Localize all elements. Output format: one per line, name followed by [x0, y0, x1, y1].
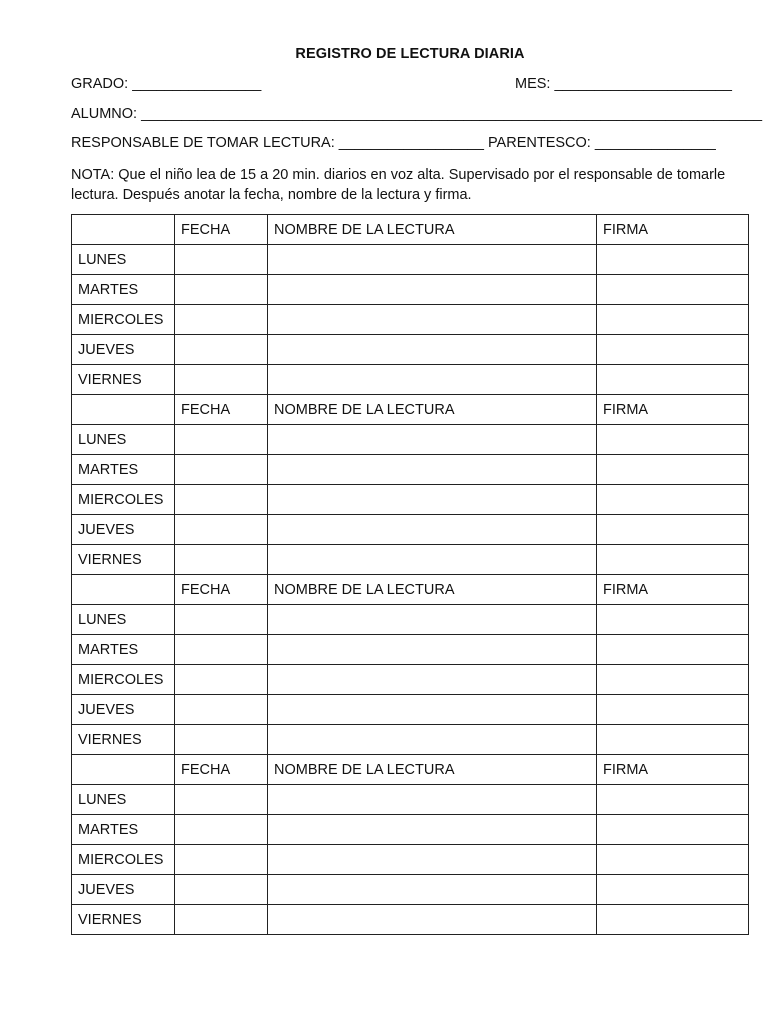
- fecha-cell[interactable]: [175, 545, 268, 575]
- firma-cell[interactable]: [597, 605, 749, 635]
- page-title: REGISTRO DE LECTURA DIARIA: [295, 46, 525, 62]
- nombre-cell[interactable]: [268, 905, 597, 935]
- table-header-row: [72, 395, 749, 425]
- fecha-cell[interactable]: [175, 875, 268, 905]
- table-row: [72, 545, 749, 575]
- fecha-cell[interactable]: [175, 305, 268, 335]
- nombre-cell[interactable]: [268, 785, 597, 815]
- table-row: [72, 875, 749, 905]
- table-row: [72, 245, 749, 275]
- header-nombre-cell: NOMBRE DE LA LECTURA: [268, 575, 597, 605]
- fecha-cell[interactable]: [175, 635, 268, 665]
- nombre-cell[interactable]: [268, 455, 597, 485]
- nombre-cell[interactable]: [268, 875, 597, 905]
- table-row: [72, 815, 749, 845]
- header-fecha-cell: FECHA: [175, 395, 268, 425]
- firma-cell[interactable]: [597, 245, 749, 275]
- firma-cell[interactable]: [597, 785, 749, 815]
- table-row: [72, 515, 749, 545]
- firma-cell[interactable]: [597, 545, 749, 575]
- table-row: [72, 905, 749, 935]
- header-firma-cell: FIRMA: [597, 215, 749, 245]
- nombre-cell[interactable]: [268, 245, 597, 275]
- fecha-cell[interactable]: [175, 905, 268, 935]
- nombre-cell[interactable]: [268, 485, 597, 515]
- firma-cell[interactable]: [597, 485, 749, 515]
- firma-cell[interactable]: [597, 905, 749, 935]
- day-cell: VIERNES: [72, 365, 175, 395]
- fecha-cell[interactable]: [175, 455, 268, 485]
- table-row: [72, 455, 749, 485]
- firma-cell[interactable]: [597, 875, 749, 905]
- nombre-cell[interactable]: [268, 665, 597, 695]
- table-row: [72, 695, 749, 725]
- firma-cell[interactable]: [597, 335, 749, 365]
- firma-cell[interactable]: [597, 725, 749, 755]
- day-cell: MIERCOLES: [72, 665, 175, 695]
- fecha-cell[interactable]: [175, 485, 268, 515]
- fecha-cell[interactable]: [175, 725, 268, 755]
- nombre-cell[interactable]: [268, 725, 597, 755]
- table-row: [72, 605, 749, 635]
- table-row: [72, 665, 749, 695]
- nombre-cell[interactable]: [268, 275, 597, 305]
- responsable-field: RESPONSABLE DE TOMAR LECTURA: __________________ PARENTESCO: _______________: [71, 135, 716, 151]
- grado-field: GRADO: ________________: [71, 76, 262, 92]
- alumno-field: ALUMNO: _____________________________________________________________________________: [71, 106, 763, 122]
- nombre-cell[interactable]: [268, 635, 597, 665]
- fecha-cell[interactable]: [175, 815, 268, 845]
- day-cell: LUNES: [72, 245, 175, 275]
- table-row: [72, 305, 749, 335]
- day-cell: MARTES: [72, 815, 175, 845]
- nombre-cell[interactable]: [268, 545, 597, 575]
- firma-cell[interactable]: [597, 695, 749, 725]
- header-nombre-cell: NOMBRE DE LA LECTURA: [268, 215, 597, 245]
- nombre-cell[interactable]: [268, 365, 597, 395]
- day-cell: LUNES: [72, 605, 175, 635]
- fecha-cell[interactable]: [175, 605, 268, 635]
- nombre-cell[interactable]: [268, 695, 597, 725]
- header-day-cell: [72, 575, 175, 605]
- table-header-row: [72, 755, 749, 785]
- firma-cell[interactable]: [597, 845, 749, 875]
- day-cell: VIERNES: [72, 545, 175, 575]
- nota-text: NOTA: Que el niño lea de 15 a 20 min. diarios en voz alta. Supervisado por el responsable de tomarle lectura. Después anotar la fecha, nombre de la lectura y firma.: [71, 167, 726, 203]
- day-cell: JUEVES: [72, 335, 175, 365]
- nombre-cell[interactable]: [268, 815, 597, 845]
- day-cell: LUNES: [72, 785, 175, 815]
- header-nombre-cell: NOMBRE DE LA LECTURA: [268, 755, 597, 785]
- header-nombre-cell: NOMBRE DE LA LECTURA: [268, 395, 597, 425]
- day-cell: LUNES: [72, 425, 175, 455]
- nombre-cell[interactable]: [268, 845, 597, 875]
- nombre-cell[interactable]: [268, 515, 597, 545]
- table-row: [72, 845, 749, 875]
- registro-table-body: [72, 215, 749, 935]
- day-cell: MARTES: [72, 455, 175, 485]
- fecha-cell[interactable]: [175, 275, 268, 305]
- firma-cell[interactable]: [597, 305, 749, 335]
- firma-cell[interactable]: [597, 365, 749, 395]
- fecha-cell[interactable]: [175, 335, 268, 365]
- mes-field: MES: ______________________: [515, 76, 732, 92]
- day-cell: MARTES: [72, 635, 175, 665]
- firma-cell[interactable]: [597, 665, 749, 695]
- day-cell: MIERCOLES: [72, 485, 175, 515]
- fecha-cell[interactable]: [175, 785, 268, 815]
- firma-cell[interactable]: [597, 815, 749, 845]
- table-row: [72, 635, 749, 665]
- fecha-cell[interactable]: [175, 695, 268, 725]
- firma-cell[interactable]: [597, 455, 749, 485]
- header-fecha-cell: FECHA: [175, 755, 268, 785]
- header-fecha-cell: FECHA: [175, 575, 268, 605]
- day-cell: JUEVES: [72, 875, 175, 905]
- table-header-row: [72, 215, 749, 245]
- fecha-cell[interactable]: [175, 425, 268, 455]
- table-row: [72, 485, 749, 515]
- header-fecha-cell: FECHA: [175, 215, 268, 245]
- registro-table: [71, 214, 749, 935]
- nombre-cell[interactable]: [268, 425, 597, 455]
- table-row: [72, 365, 749, 395]
- header-day-cell: [72, 755, 175, 785]
- table-row: [72, 785, 749, 815]
- firma-cell[interactable]: [597, 275, 749, 305]
- header-firma-cell: FIRMA: [597, 575, 749, 605]
- day-cell: JUEVES: [72, 695, 175, 725]
- table-row: [72, 725, 749, 755]
- header-day-cell: [72, 215, 175, 245]
- fecha-cell[interactable]: [175, 665, 268, 695]
- firma-cell[interactable]: [597, 425, 749, 455]
- firma-cell[interactable]: [597, 635, 749, 665]
- day-cell: MIERCOLES: [72, 845, 175, 875]
- fecha-cell[interactable]: [175, 515, 268, 545]
- fecha-cell[interactable]: [175, 845, 268, 875]
- fecha-cell[interactable]: [175, 245, 268, 275]
- table-row: [72, 275, 749, 305]
- table-header-row: [72, 575, 749, 605]
- header-firma-cell: FIRMA: [597, 755, 749, 785]
- day-cell: MIERCOLES: [72, 305, 175, 335]
- day-cell: MARTES: [72, 275, 175, 305]
- table-row: [72, 335, 749, 365]
- table-row: [72, 425, 749, 455]
- header-day-cell: [72, 395, 175, 425]
- day-cell: VIERNES: [72, 905, 175, 935]
- nombre-cell[interactable]: [268, 605, 597, 635]
- firma-cell[interactable]: [597, 515, 749, 545]
- day-cell: VIERNES: [72, 725, 175, 755]
- nombre-cell[interactable]: [268, 335, 597, 365]
- fecha-cell[interactable]: [175, 365, 268, 395]
- nombre-cell[interactable]: [268, 305, 597, 335]
- header-firma-cell: FIRMA: [597, 395, 749, 425]
- day-cell: JUEVES: [72, 515, 175, 545]
